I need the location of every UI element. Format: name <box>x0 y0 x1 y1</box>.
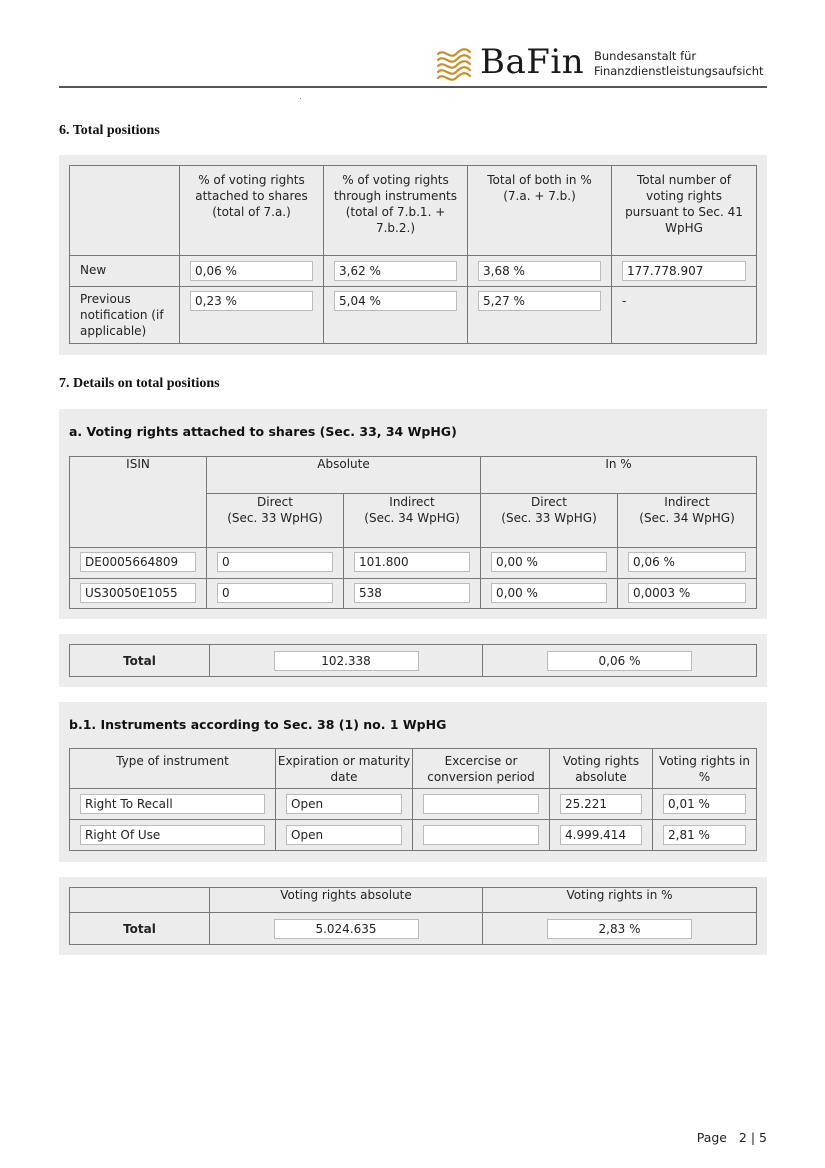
shares-total-percent: 0,06 % <box>547 651 692 671</box>
table-row <box>70 913 757 945</box>
header-abs-indirect-label: Indirect <box>389 495 435 509</box>
shares-total-panel <box>59 634 767 687</box>
pct-indirect-field: 0,0003 % <box>628 583 746 603</box>
header-percent: In % <box>481 457 757 494</box>
rights-absolute-field: 4.999.414 <box>560 825 642 845</box>
exercise-field <box>423 794 539 814</box>
instruments-total-percent: 2,83 % <box>547 919 692 939</box>
pct-direct-field: 0,00 % <box>491 583 607 603</box>
instruments-total-label: Total <box>70 913 210 945</box>
page-label: Page <box>696 1130 727 1145</box>
section-6-title: 6. Total positions <box>59 123 160 138</box>
header-pct-direct-label: Direct <box>531 495 567 509</box>
instruments-panel <box>59 702 767 862</box>
header-shares: % of voting rights attached to shares (total of 7.a.) <box>180 166 324 256</box>
header-pct-direct <box>481 494 618 548</box>
voting-rights-shares-panel <box>59 409 767 619</box>
brand-name: BaFin <box>480 42 585 82</box>
prev-number-value: - <box>612 287 757 344</box>
exercise-field <box>423 825 539 845</box>
header-pct-indirect <box>618 494 757 548</box>
instruments-total-absolute: 5.024.635 <box>274 919 419 939</box>
isin-field: US30050E1055 <box>80 583 196 603</box>
section-7-title: 7. Details on total positions <box>59 376 220 391</box>
header-pct-indirect-label: Indirect <box>664 495 710 509</box>
instrument-type-field: Right Of Use <box>80 825 265 845</box>
total-corner-cell <box>70 888 210 913</box>
page-number: 2 | 5 <box>738 1130 767 1145</box>
brand-subtitle-line2: Finanzdienstleistungsaufsicht <box>594 64 764 78</box>
header-abs-indirect-sub: (Sec. 34 WpHG) <box>364 511 460 525</box>
header-abs-direct-sub: (Sec. 33 WpHG) <box>227 511 323 525</box>
total-positions-table <box>69 165 757 344</box>
isin-field: DE0005664809 <box>80 552 196 572</box>
header-pct-direct-sub: (Sec. 33 WpHG) <box>501 511 597 525</box>
brand-subtitle <box>594 49 764 79</box>
section-7b1-title: b.1. Instruments according to Sec. 38 (1) no. 1 WpHG <box>69 717 447 732</box>
table-row <box>70 579 757 609</box>
table-row <box>70 256 757 287</box>
table-row <box>70 548 757 579</box>
pct-indirect-field: 0,06 % <box>628 552 746 572</box>
new-instruments-field: 3,62 % <box>334 261 457 281</box>
header-total-both: Total of both in % (7.a. + 7.b.) <box>468 166 612 256</box>
instruments-table <box>69 748 757 851</box>
abs-indirect-field: 538 <box>354 583 470 603</box>
shares-total-table <box>69 644 757 677</box>
new-shares-field: 0,06 % <box>190 261 313 281</box>
instrument-type-field: Right To Recall <box>80 794 265 814</box>
pct-direct-field: 0,00 % <box>491 552 607 572</box>
abs-indirect-field: 101.800 <box>354 552 470 572</box>
rights-absolute-field: 25.221 <box>560 794 642 814</box>
instruments-total-table <box>69 887 757 945</box>
expiration-field: Open <box>286 794 402 814</box>
prev-shares-field: 0,23 % <box>190 291 313 311</box>
new-total-field: 3,68 % <box>478 261 601 281</box>
corner-cell <box>70 166 180 256</box>
header-total-pct: Voting rights in % <box>483 888 757 913</box>
header-absolute: Absolute <box>207 457 481 494</box>
row-label-previous: Previous notification (if applicable) <box>70 287 180 344</box>
header-instrument-type: Type of instrument <box>70 749 276 789</box>
header-pct-indirect-sub: (Sec. 34 WpHG) <box>639 511 735 525</box>
section-7a-title: a. Voting rights attached to shares (Sec. 33, 34 WpHG) <box>69 424 457 439</box>
header-rights-absolute: Voting rights absolute <box>550 749 653 789</box>
table-row <box>70 645 757 677</box>
prev-instruments-field: 5,04 % <box>334 291 457 311</box>
brand-subtitle-line1: Bundesanstalt für <box>594 49 697 63</box>
header-expiration: Expiration or maturity date <box>276 749 413 789</box>
expiration-field: Open <box>286 825 402 845</box>
total-positions-panel <box>59 155 767 355</box>
header-instruments: % of voting rights through instruments (total of 7.b.1. + 7.b.2.) <box>324 166 468 256</box>
shares-total-absolute: 102.338 <box>274 651 419 671</box>
header-exercise: Excercise or conversion period <box>413 749 550 789</box>
row-label-new: New <box>70 256 180 287</box>
header-divider <box>59 86 767 88</box>
new-number-field: 177.778.907 <box>622 261 746 281</box>
shares-total-label: Total <box>70 645 210 677</box>
header-total-abs: Voting rights absolute <box>210 888 483 913</box>
stray-dot <box>300 98 301 99</box>
header-abs-indirect <box>344 494 481 548</box>
bafin-logo-icon <box>436 46 472 82</box>
table-row <box>70 789 757 820</box>
header-rights-percent: Voting rights in % <box>653 749 757 789</box>
prev-total-field: 5,27 % <box>478 291 601 311</box>
page-footer <box>697 1130 767 1145</box>
header-isin: ISIN <box>70 457 207 548</box>
header-abs-direct-label: Direct <box>257 495 293 509</box>
header-abs-direct <box>207 494 344 548</box>
instruments-total-panel <box>59 877 767 955</box>
rights-percent-field: 2,81 % <box>663 825 746 845</box>
table-row <box>70 287 757 344</box>
table-row <box>70 820 757 851</box>
header-total-number: Total number of voting rights pursuant to Sec. 41 WpHG <box>612 166 757 256</box>
voting-rights-shares-table <box>69 456 757 609</box>
abs-direct-field: 0 <box>217 583 333 603</box>
abs-direct-field: 0 <box>217 552 333 572</box>
rights-percent-field: 0,01 % <box>663 794 746 814</box>
